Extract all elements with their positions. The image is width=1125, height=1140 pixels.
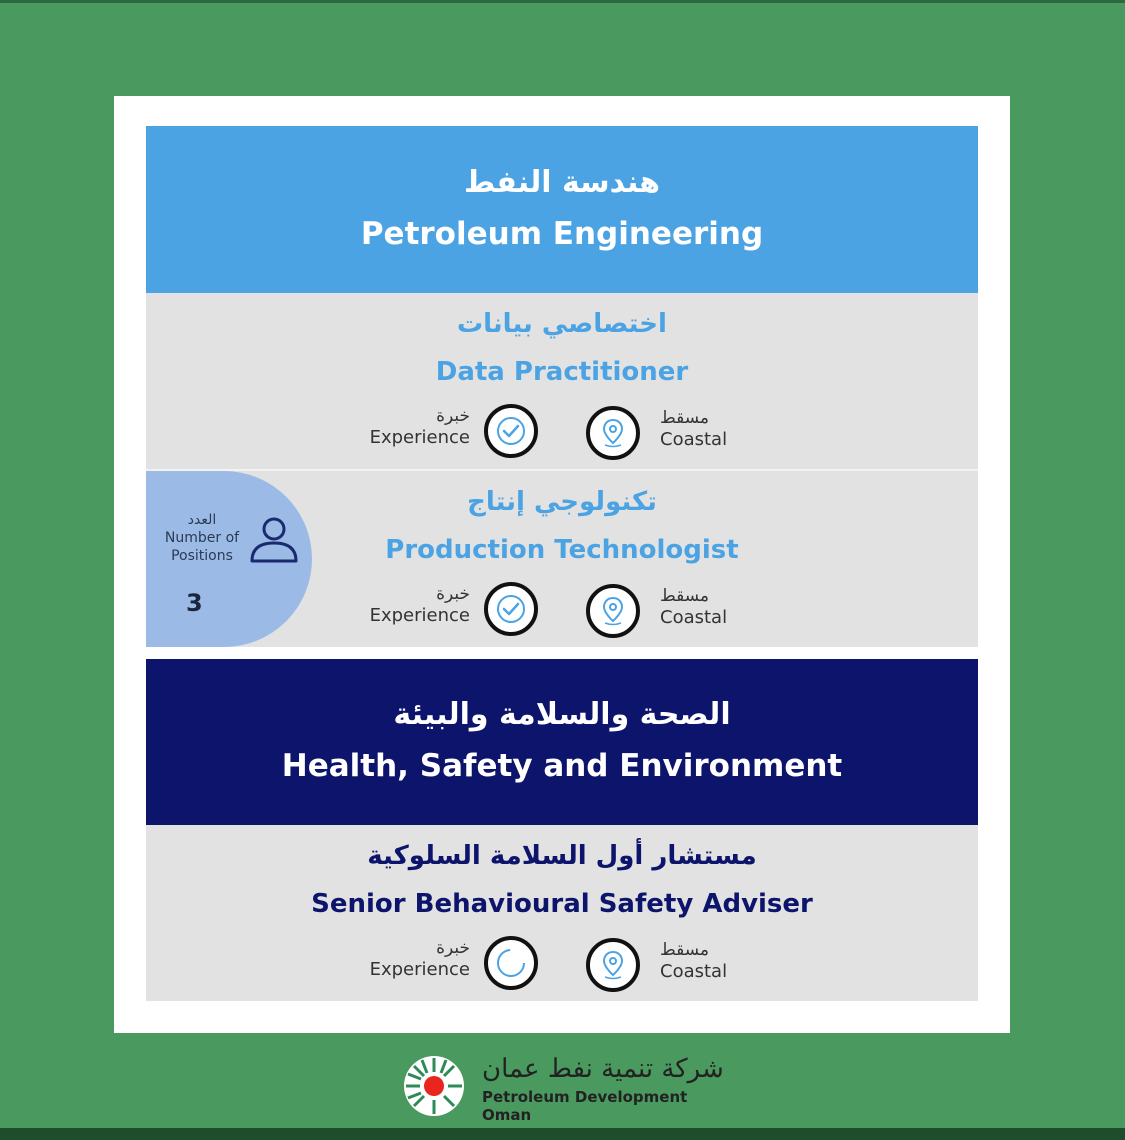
positions-count: 3	[186, 589, 203, 617]
checkmark-icon	[484, 404, 538, 458]
pdo-emblem-icon	[402, 1054, 466, 1118]
job-title-en: Data Practitioner	[435, 357, 689, 387]
location-label: مسقط Coastal	[660, 408, 728, 450]
location-label: مسقط Coastal	[660, 940, 728, 982]
location-pin-icon	[586, 938, 640, 992]
bottom-edge	[0, 1128, 1125, 1140]
section-title-ar: هندسة النفط	[463, 164, 661, 200]
location-pin-icon	[586, 584, 640, 638]
logo-name-en: Petroleum Development Oman	[482, 1088, 688, 1124]
job-row-data-practitioner[interactable]	[146, 293, 978, 469]
section-title-en: Health, Safety and Environment	[281, 748, 843, 784]
loading-ring-icon	[484, 936, 538, 990]
experience-label: خبرة Experience	[369, 938, 470, 980]
job-row-senior-behavioural-safety-adviser[interactable]	[146, 825, 978, 1001]
job-title-en: Production Technologist	[385, 535, 739, 565]
pdo-logo	[402, 1050, 732, 1124]
location-pin-icon	[586, 406, 640, 460]
section-title-en: Petroleum Engineering	[360, 215, 764, 252]
location-label: مسقط Coastal	[660, 586, 728, 628]
section-gap	[146, 647, 978, 659]
section-header-petroleum-engineering	[146, 126, 978, 293]
logo-name-ar: شركة تنمية نفط عمان	[482, 1054, 724, 1084]
section-title-ar: الصحة والسلامة والبيئة	[393, 697, 731, 732]
job-title-en: Senior Behavioural Safety Adviser	[311, 889, 813, 919]
top-edge	[0, 0, 1125, 3]
experience-label: خبرة Experience	[369, 584, 470, 626]
job-title-ar: اختصاصي بيانات	[457, 309, 667, 339]
positions-label: العدد Number of Positions	[164, 512, 240, 564]
job-row-production-technologist[interactable]	[146, 469, 978, 647]
experience-label: خبرة Experience	[369, 406, 470, 448]
checkmark-icon	[484, 582, 538, 636]
job-title-ar: مستشار أول السلامة السلوكية	[367, 841, 757, 871]
section-header-hse	[146, 659, 978, 825]
job-title-ar: تكنولوجي إنتاج	[467, 487, 657, 517]
job-card	[114, 96, 1010, 1033]
card-content	[146, 126, 978, 1001]
